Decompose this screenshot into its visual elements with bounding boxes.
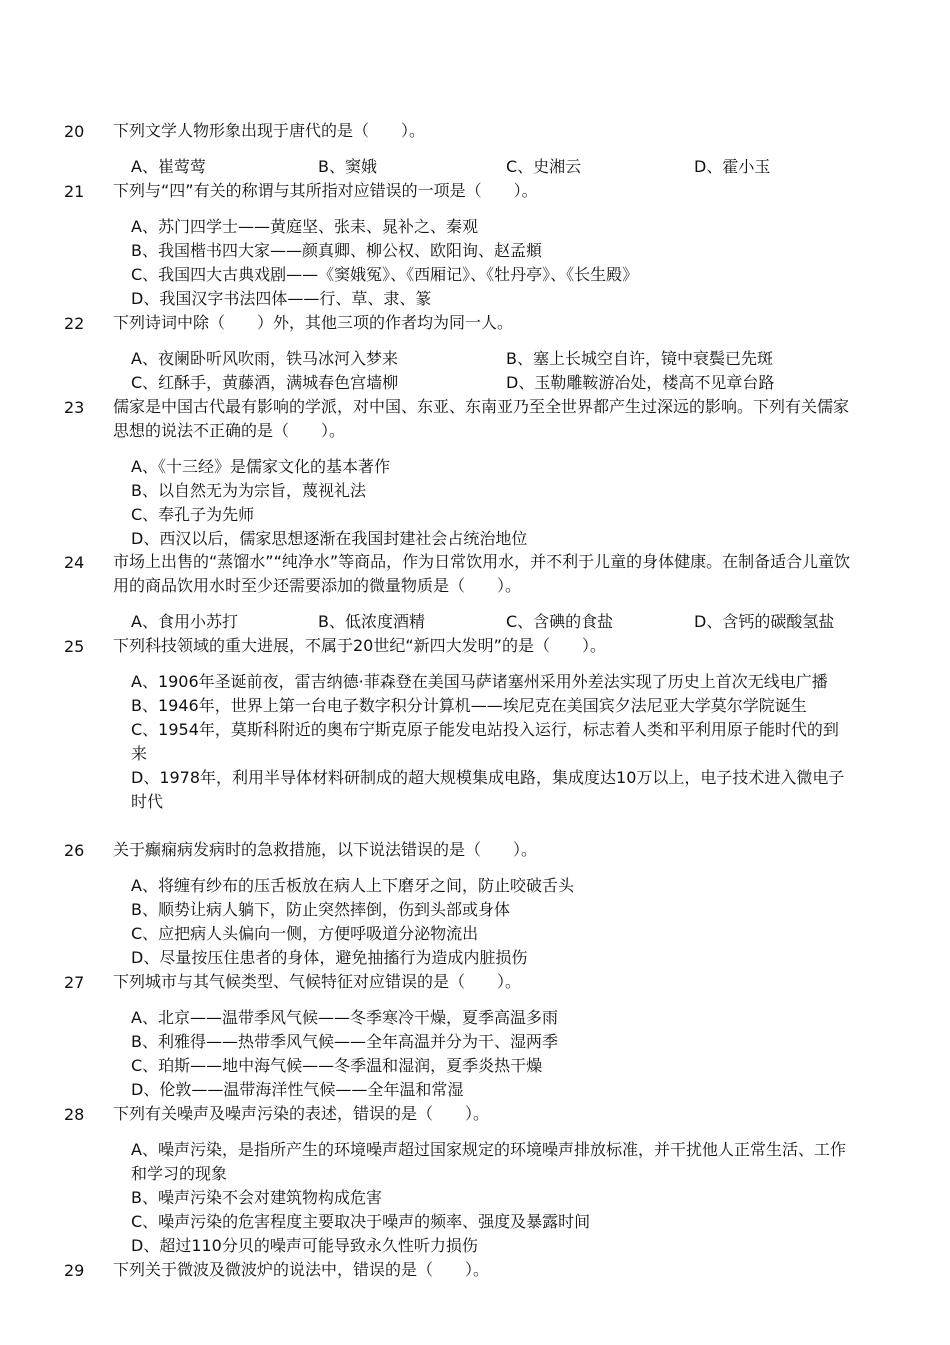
option-c: C、珀斯——地中海气候——冬季温和湿润，夏季炎热干燥: [131, 1056, 543, 1075]
question-number: 22: [64, 314, 85, 333]
question-stem: 下列诗词中除（ ）外，其他三项的作者均为同一人。: [113, 313, 514, 332]
option-d: D、1978年，利用半导体材料研制成的超大规模集成电路，集成度达10万以上，电子技术进入微电子时代: [131, 768, 845, 811]
option-b: B、顺势让病人躺下，防止突然摔倒，伤到头部或身体: [131, 900, 510, 919]
option-b: B、1946年，世界上第一台电子数字积分计算机——埃尼克在美国宾夕法尼亚大学莫尔学院诞生: [131, 696, 807, 715]
option-c: C、噪声污染的危害程度主要取决于噪声的频率、强度及暴露时间: [131, 1212, 591, 1231]
options: [131, 670, 851, 814]
options: [131, 874, 851, 970]
option-a: A、夜阑卧听风吹雨，铁马冰河入梦来: [131, 349, 398, 368]
option-c: C、应把病人头偏向一侧，方便呼吸道分泌物流出: [131, 924, 479, 943]
option-d: D、玉勒雕鞍游冶处，楼高不见章台路: [506, 373, 775, 392]
question-stem: 下列文学人物形象出现于唐代的是（ ）。: [113, 121, 426, 140]
option-a: A、《十三经》是儒家文化的基本著作: [131, 457, 390, 476]
option-b: B、低浓度酒精: [318, 612, 425, 631]
question-stem: 下列关于微波及微波炉的说法中，错误的是（ ）。: [113, 1260, 490, 1279]
options: [131, 455, 851, 551]
option-d: D、伦敦——温带海洋性气候——全年温和常湿: [131, 1080, 464, 1099]
question-number: 29: [64, 1261, 85, 1280]
question-number: 26: [64, 841, 85, 860]
question-stem: 下列城市与其气候类型、气候特征对应错误的是（ ）。: [113, 972, 522, 991]
question-stem: 下列有关噪声及噪声污染的表述，错误的是（ ）。: [113, 1104, 490, 1123]
option-a: A、噪声污染，是指所产生的环境噪声超过国家规定的环境噪声排放标准，并干扰他人正常生活、工作和学习的现象: [131, 1140, 846, 1183]
option-d: D、我国汉字书法四体——行、草、隶、篆: [131, 289, 432, 308]
question-number: 25: [64, 637, 85, 656]
option-a: A、苏门四学士——黄庭坚、张耒、晁补之、秦观: [131, 217, 478, 236]
option-d: D、超过110分贝的噪声可能导致永久性听力损伤: [131, 1236, 478, 1255]
options: [131, 215, 851, 311]
option-a: A、北京——温带季风气候——冬季寒冷干燥，夏季高温多雨: [131, 1008, 558, 1027]
option-c: C、奉孔子为先师: [131, 505, 255, 524]
option-d: D、霍小玉: [694, 157, 771, 176]
option-b: B、我国楷书四大家——颜真卿、柳公权、欧阳询、赵孟頫: [131, 241, 542, 260]
question-number: 28: [64, 1105, 85, 1124]
option-b: B、窦娥: [318, 157, 377, 176]
option-d: D、西汉以后，儒家思想逐渐在我国封建社会占统治地位: [131, 529, 528, 548]
option-b: B、利雅得——热带季风气候——全年高温并分为干、湿两季: [131, 1032, 558, 1051]
question-stem: 下列科技领域的重大进展，不属于20世纪“新四大发明”的是（ ）。: [113, 636, 606, 655]
option-a: A、1906年圣诞前夜，雷吉纳德·菲森登在美国马萨诸塞州采用外差法实现了历史上首次无线电广播: [131, 672, 828, 691]
options: [131, 1138, 851, 1258]
options: [131, 610, 851, 634]
question-number: 23: [64, 398, 85, 417]
question-number: 20: [64, 122, 85, 141]
option-c: C、红酥手，黄藤酒，满城春色宫墙柳: [131, 373, 399, 392]
option-b: B、塞上长城空自许，镜中衰鬓已先斑: [506, 349, 773, 368]
options: [131, 1006, 851, 1102]
options: [131, 155, 851, 179]
option-b: B、噪声污染不会对建筑物构成危害: [131, 1188, 382, 1207]
question-stem: 关于癫痫病发病时的急救措施，以下说法错误的是（ ）。: [113, 840, 538, 859]
question-stem: 儒家是中国古代最有影响的学派，对中国、东亚、东南亚乃至全世界都产生过深远的影响。下列有关儒家思想的说法不正确的是（ ）。: [113, 397, 850, 440]
question-number: 21: [64, 182, 85, 201]
option-a: A、将缠有纱布的压舌板放在病人上下磨牙之间，防止咬破舌头: [131, 876, 574, 895]
option-c: C、我国四大古典戏剧——《窦娥冤》、《西厢记》、《牡丹亭》、《长生殿》: [131, 265, 639, 284]
option-d: D、含钙的碳酸氢盐: [694, 612, 835, 631]
options: [131, 347, 851, 395]
option-b: B、以自然无为为宗旨，蔑视礼法: [131, 481, 366, 500]
option-a: A、食用小苏打: [131, 612, 238, 631]
option-d: D、尽量按压住患者的身体，避免抽搐行为造成内脏损伤: [131, 948, 528, 967]
option-c: C、含碘的食盐: [506, 612, 614, 631]
option-c: C、史湘云: [506, 157, 582, 176]
question-stem: 下列与“四”有关的称谓与其所指对应错误的一项是（ ）。: [113, 181, 538, 200]
option-c: C、1954年，莫斯科附近的奥布宁斯克原子能发电站投入运行，标志着人类和平利用原子能时代的到来: [131, 720, 839, 763]
option-a: A、崔莺莺: [131, 157, 206, 176]
question-stem: 市场上出售的“蒸馏水”“纯净水”等商品，作为日常饮用水，并不利于儿童的身体健康。在制备适合儿童饮用的商品饮用水时至少还需要添加的微量物质是（ ）。: [113, 552, 851, 595]
question-number: 24: [64, 553, 85, 572]
question-number: 27: [64, 973, 85, 992]
